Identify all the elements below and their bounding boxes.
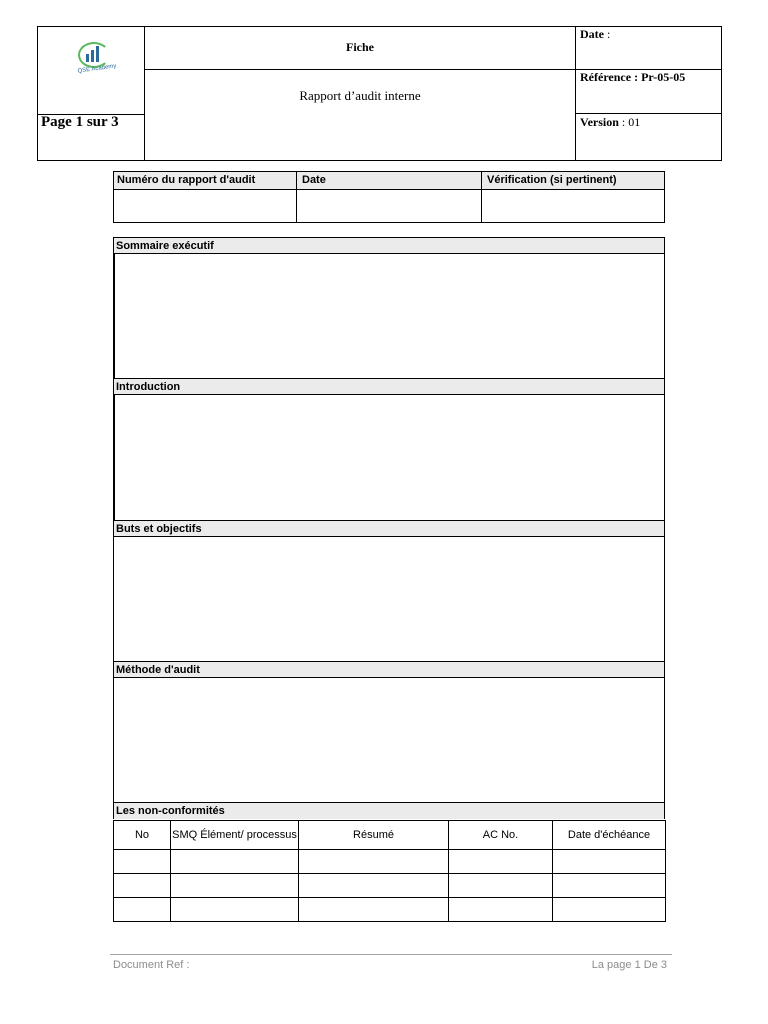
- footer-divider: [110, 954, 672, 955]
- table-cell: [553, 898, 666, 922]
- section-summary-body: [113, 254, 665, 379]
- bar-chart-icon: [84, 44, 104, 62]
- section-introduction-body: [113, 395, 665, 521]
- col-no-header: No: [114, 821, 171, 850]
- header-divider: [575, 113, 722, 114]
- col-smq-header: SMQ Élément/ processus: [171, 821, 299, 850]
- table-cell: [299, 850, 449, 874]
- date-header: Date: [302, 174, 326, 186]
- table-cell: [449, 898, 553, 922]
- table-cell: [449, 874, 553, 898]
- table-cell: [553, 874, 666, 898]
- report-number-header: Numéro du rapport d'audit: [117, 174, 256, 186]
- column-divider: [296, 172, 297, 222]
- report-info-table: [113, 171, 665, 223]
- table-cell: [171, 874, 299, 898]
- logo-text: QSE Academy: [77, 63, 117, 75]
- verification-header: Vérification (si pertinent): [487, 174, 617, 186]
- table-cell: [171, 898, 299, 922]
- header-divider: [575, 26, 576, 161]
- form-type: Fiche: [346, 40, 374, 54]
- column-divider: [481, 172, 482, 222]
- col-resume-header: Résumé: [299, 821, 449, 850]
- version-field: [580, 115, 640, 130]
- table-row: [114, 874, 666, 898]
- table-cell: [114, 850, 171, 874]
- col-ac-header: AC No.: [449, 821, 553, 850]
- section-summary-header: Sommaire exécutif: [113, 237, 665, 254]
- date-separator: :: [604, 27, 611, 41]
- table-header-row: [114, 821, 666, 850]
- reference-field: [580, 70, 685, 85]
- document-title: Rapport d’audit interne: [299, 88, 421, 103]
- version-value: : 01: [618, 115, 641, 129]
- table-cell: [171, 850, 299, 874]
- table-cell: [114, 874, 171, 898]
- table-cell: [114, 898, 171, 922]
- date-label: Date: [580, 27, 604, 41]
- section-method-body: [113, 678, 665, 803]
- date-field: [580, 27, 610, 42]
- company-logo: [60, 40, 128, 80]
- table-row: [114, 850, 666, 874]
- page-indicator: Page 1 sur 3: [41, 114, 119, 130]
- section-goals-body: [113, 537, 665, 662]
- footer-document-ref: Document Ref :: [113, 959, 190, 971]
- section-goals-header: Buts et objectifs: [113, 520, 665, 537]
- table-cell: [299, 898, 449, 922]
- table-row: [114, 898, 666, 922]
- section-method-header: Méthode d'audit: [113, 661, 665, 678]
- table-cell: [553, 850, 666, 874]
- footer-page-number: La page 1 De 3: [591, 959, 667, 971]
- nonconformities-table: [113, 820, 666, 922]
- section-introduction-header: Introduction: [113, 378, 665, 395]
- table-cell: [449, 850, 553, 874]
- col-due-date-header: Date d'échéance: [553, 821, 666, 850]
- reference-label: Référence : Pr-05-05: [580, 70, 686, 84]
- section-nonconformities-header: Les non-conformités: [113, 802, 665, 819]
- table-cell: [299, 874, 449, 898]
- version-label: Version: [580, 115, 619, 129]
